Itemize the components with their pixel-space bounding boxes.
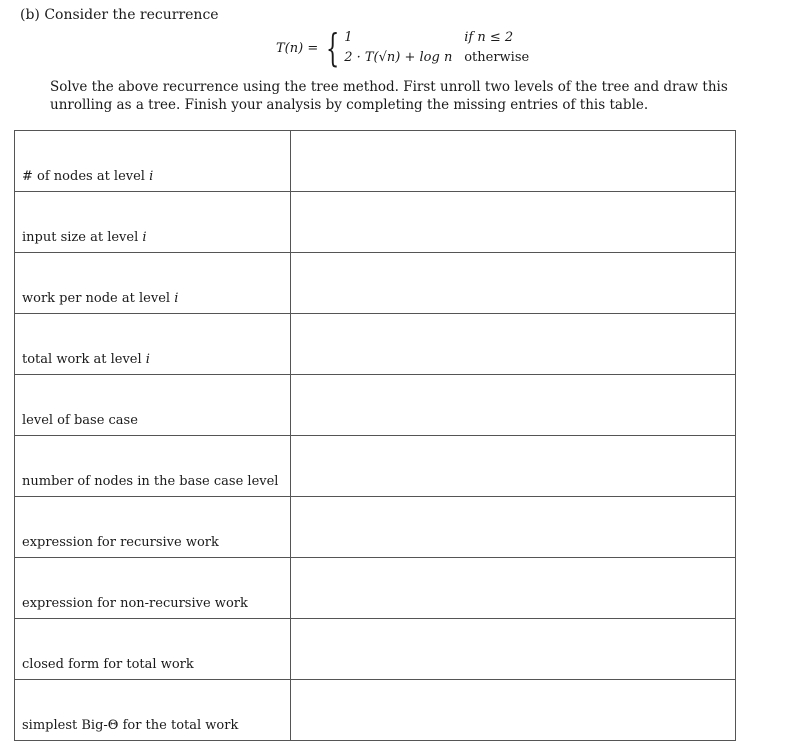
table-row (15, 436, 736, 497)
row-label-text: number of nodes in the base case level (22, 474, 279, 489)
row-label (15, 558, 291, 619)
table-row (15, 497, 736, 558)
table-row (15, 375, 736, 436)
row-label (15, 436, 291, 497)
row-label (15, 253, 291, 314)
row-label-text: input size at level (22, 230, 139, 245)
row-label-text: # of nodes at level (22, 169, 145, 184)
row-label (15, 131, 291, 192)
row-label-text: level of base case (22, 413, 138, 428)
answer-cell[interactable] (291, 558, 736, 619)
cases-brace: { (326, 26, 340, 70)
row-label-text: expression for non-recursive work (22, 596, 248, 611)
row-label (15, 192, 291, 253)
row-label-variable: i (174, 291, 179, 306)
case-2-expression: 2 · T(√n) + log n (344, 50, 453, 65)
row-label-text: expression for recursive work (22, 535, 219, 550)
row-label-variable: i (142, 230, 147, 245)
row-label (15, 314, 291, 375)
row-label (15, 375, 291, 436)
answer-cell[interactable] (291, 131, 736, 192)
row-label (15, 497, 291, 558)
table-row (15, 314, 736, 375)
table-row (15, 192, 736, 253)
answer-cell[interactable] (291, 192, 736, 253)
answer-cell[interactable] (291, 680, 736, 741)
table-row (15, 558, 736, 619)
row-label-text: total work at level (22, 352, 142, 367)
case-1-expression: 1 (344, 30, 353, 45)
answer-cell[interactable] (291, 314, 736, 375)
recurrence-formula (276, 28, 529, 68)
row-label-variable: i (149, 169, 154, 184)
table-row (15, 253, 736, 314)
row-label-variable: i (145, 352, 150, 367)
row-label-text: work per node at level (22, 291, 171, 306)
case-2-condition: otherwise (464, 50, 530, 65)
table-row (15, 131, 736, 192)
answer-table (14, 131, 736, 741)
answer-cell[interactable] (291, 375, 736, 436)
row-label (15, 680, 291, 741)
answer-cell[interactable] (291, 497, 736, 558)
formula-cases (344, 29, 529, 67)
problem-instructions: Solve the above recurrence using the tree method. First unroll two levels of the tree and draw this unrolling as a tree. Finish your analysis by completing the missing entries of this table. (50, 79, 728, 113)
table-row (15, 619, 736, 680)
row-label-text: closed form for total work (22, 657, 194, 672)
row-label-text: simplest Big-Θ for the total work (22, 718, 239, 733)
answer-cell[interactable] (291, 619, 736, 680)
answer-cell[interactable] (291, 436, 736, 497)
row-label (15, 619, 291, 680)
case-1-condition: if n ≤ 2 (464, 30, 514, 45)
formula-lhs: T(n) = (276, 40, 319, 56)
table-row (15, 680, 736, 741)
answer-cell[interactable] (291, 253, 736, 314)
problem-header: (b) Consider the recurrence (20, 7, 219, 23)
